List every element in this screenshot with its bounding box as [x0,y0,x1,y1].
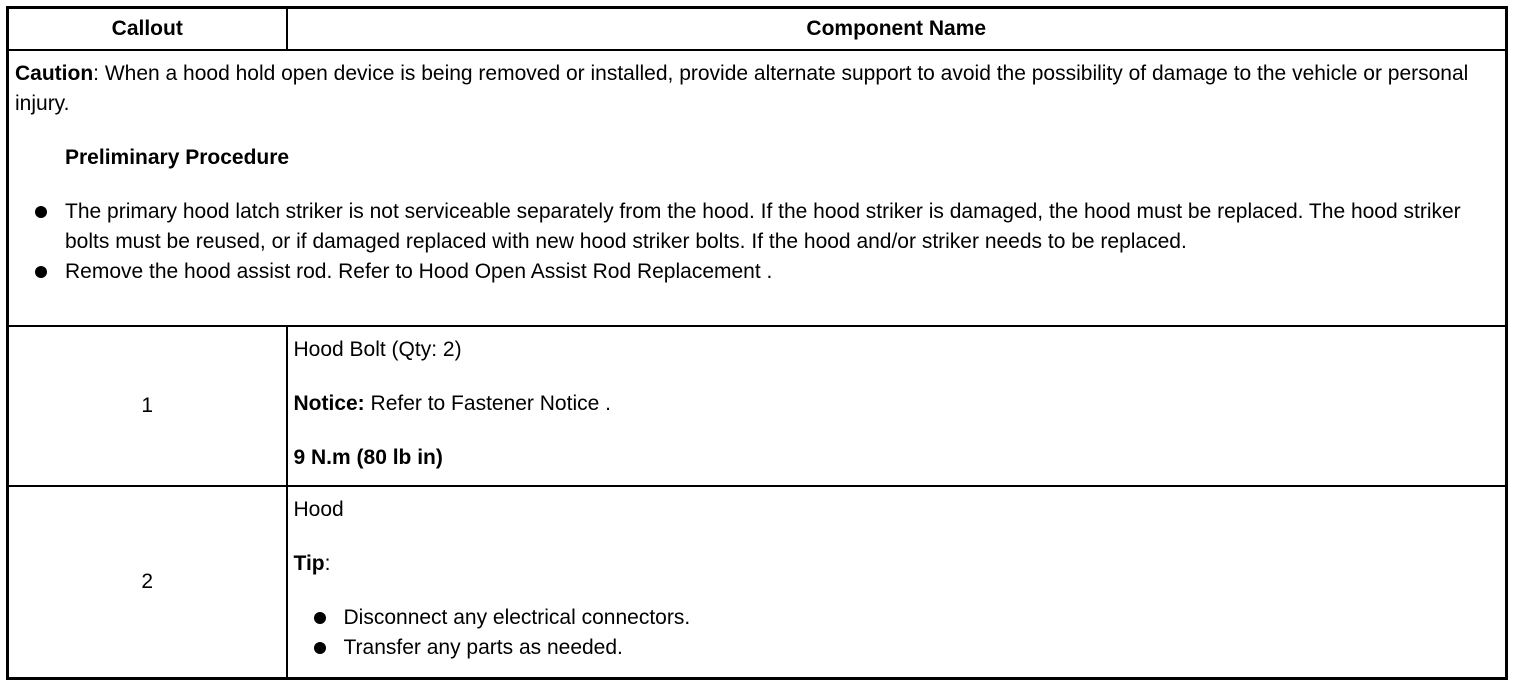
procedure-table [6,6,1508,680]
notice-text: Refer to Fastener Notice . [364,392,611,415]
caution-label: Caution [15,62,94,85]
caution-cell [8,50,1507,326]
component-name-header: Component Name [287,8,1507,51]
component-cell [287,326,1507,486]
tip-label: Tip [293,552,325,575]
caution-text: : When a hood hold open device is being removed or installed, provide alternate support to avoid the possibility of damage to the vehicle or personal injury. [15,62,1469,115]
callout-number: 1 [8,326,287,486]
list-item: The primary hood latch striker is not serviceable separately from the hood. If the hood striker is damaged, the hood must be replaced. The hood striker bolts must be reused, or if damaged replaced with new hood striker bolts. If the hood and/or striker needs to be replaced. [15,197,1499,257]
header-row [8,8,1507,51]
list-item: Transfer any parts as needed. [294,633,1500,663]
callout-header: Callout [8,8,287,51]
table-row [8,486,1507,679]
notice-paragraph [294,389,1500,419]
preliminary-procedure-title: Preliminary Procedure [65,146,290,169]
preliminary-list [15,197,1499,287]
tip-paragraph [294,549,1500,579]
torque-spec: 9 N.m (80 lb in) [293,446,443,469]
caution-row [8,50,1507,326]
component-cell [287,486,1507,679]
tip-list [294,603,1500,663]
table-row [8,326,1507,486]
list-item: Remove the hood assist rod. Refer to Hood Open Assist Rod Replacement . [15,257,1499,287]
component-name: Hood [293,498,344,521]
list-item: Disconnect any electrical connectors. [294,603,1500,633]
tip-suffix: : [324,552,331,575]
callout-number: 2 [8,486,287,679]
caution-paragraph [15,59,1499,119]
component-name: Hood Bolt (Qty: 2) [293,338,462,361]
notice-label: Notice: [293,392,365,415]
